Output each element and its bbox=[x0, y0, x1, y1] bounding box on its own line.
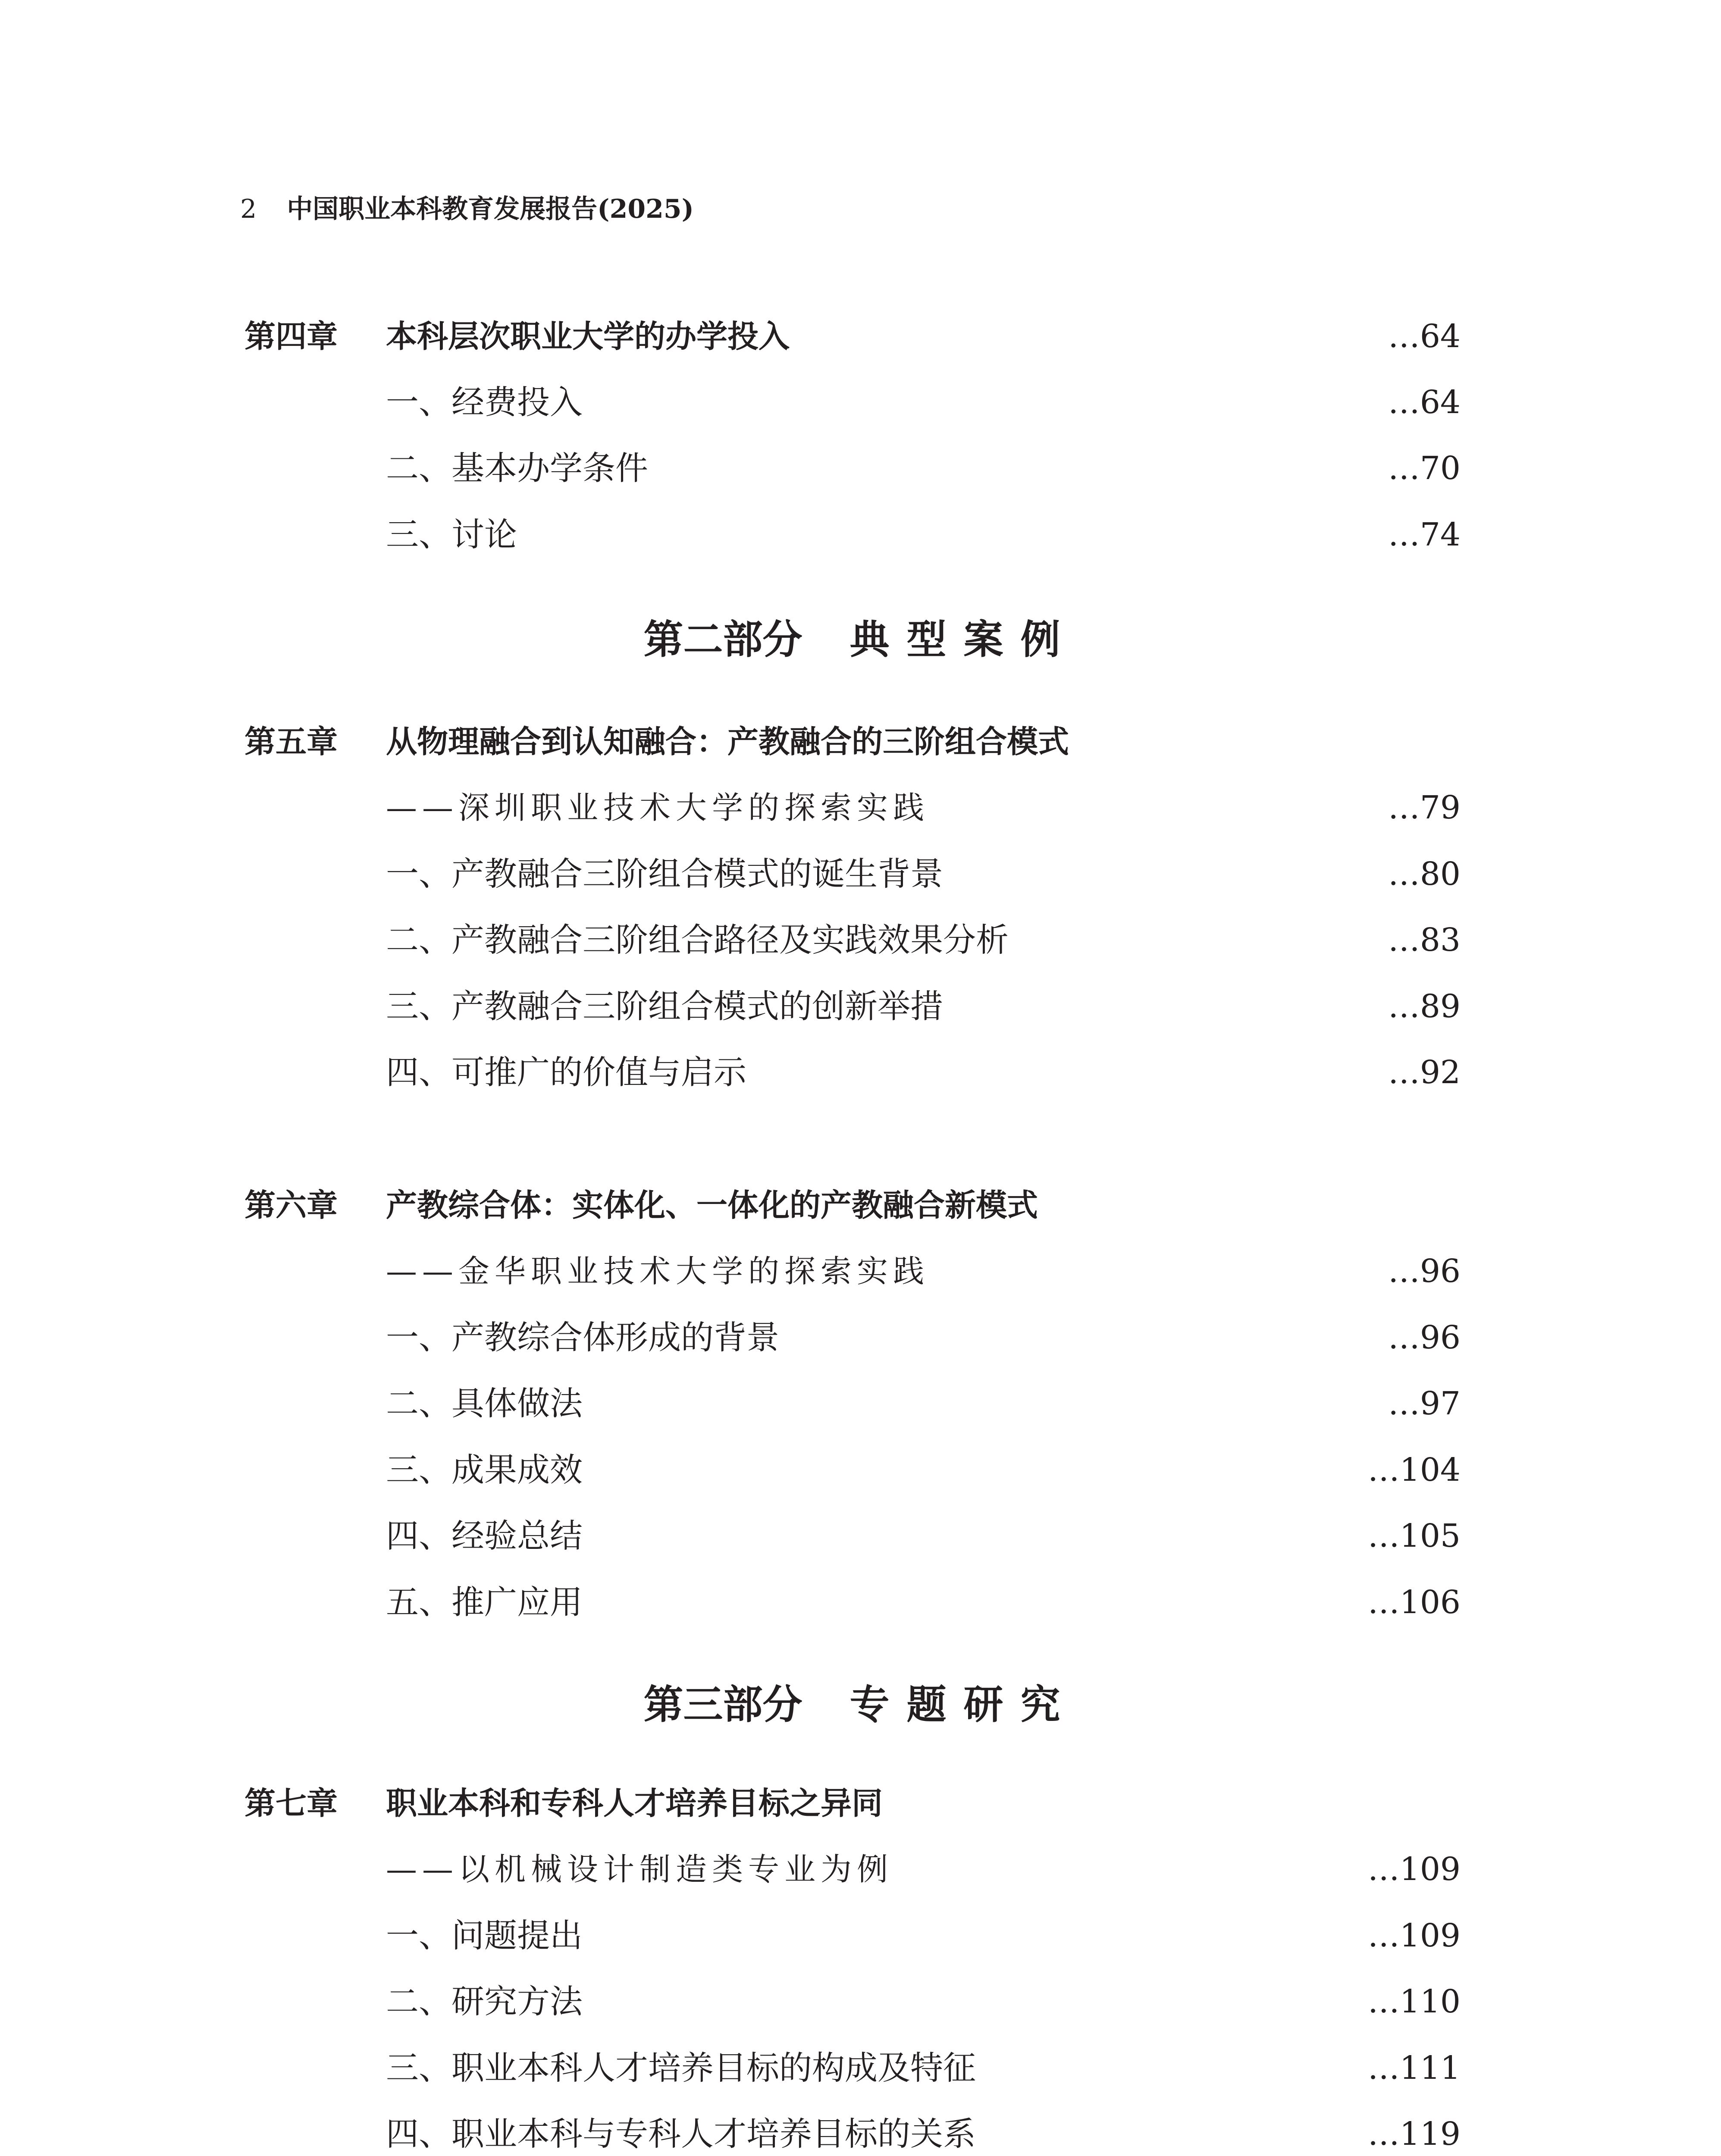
chapter-title: 职业本科和专科人才培养目标之异同 bbox=[386, 1785, 883, 1821]
toc-section[interactable] bbox=[0, 852, 1721, 896]
page-number: …92 bbox=[1388, 1054, 1461, 1091]
page-number: …83 bbox=[1388, 921, 1461, 959]
header-book-title: 中国职业本科教育发展报告(2025) bbox=[287, 194, 694, 224]
chapter-label: 第五章 bbox=[245, 724, 338, 760]
section-title: 二、基本办学条件 bbox=[386, 449, 648, 487]
page-number: …111 bbox=[1367, 2049, 1461, 2087]
section-title: 一、问题提出 bbox=[386, 1916, 583, 1955]
section-title: 三、讨论 bbox=[386, 515, 517, 554]
page-number: …96 bbox=[1388, 1319, 1461, 1356]
section-title: 二、具体做法 bbox=[386, 1384, 583, 1423]
toc-chapter-4[interactable] bbox=[0, 315, 1721, 358]
section-title: 四、可推广的价值与启示 bbox=[386, 1053, 746, 1091]
page-number: …89 bbox=[1388, 988, 1461, 1025]
chapter-label: 第六章 bbox=[245, 1187, 338, 1223]
toc-section[interactable] bbox=[0, 513, 1721, 556]
toc-section[interactable] bbox=[0, 381, 1721, 424]
page-number: …70 bbox=[1388, 450, 1461, 487]
page-number: …104 bbox=[1367, 1451, 1461, 1489]
toc-section[interactable] bbox=[0, 2112, 1721, 2156]
page-number: …106 bbox=[1367, 1584, 1461, 1621]
part-heading-3 bbox=[0, 1677, 1721, 1733]
part-label: 第三部分 bbox=[643, 1681, 803, 1728]
page-number: …79 bbox=[1388, 789, 1461, 826]
part-name: 典型案例 bbox=[850, 616, 1078, 663]
section-title: 四、职业本科与专科人才培养目标的关系 bbox=[386, 2115, 976, 2153]
chapter-title: 从物理融合到认知融合：产教融合的三阶组合模式 bbox=[386, 724, 1069, 760]
toc-section[interactable] bbox=[0, 1914, 1721, 1957]
header-page-number: 2 bbox=[240, 194, 257, 224]
section-title: 二、研究方法 bbox=[386, 1982, 583, 2021]
toc-section[interactable] bbox=[0, 1448, 1721, 1492]
page-number: …119 bbox=[1367, 2115, 1461, 2153]
page-number: …97 bbox=[1388, 1385, 1461, 1422]
toc-section[interactable] bbox=[0, 1316, 1721, 1359]
part-label: 第二部分 bbox=[643, 616, 803, 663]
toc-section[interactable] bbox=[0, 985, 1721, 1028]
chapter-subtitle: ——以机械设计制造类专业为例 bbox=[386, 1851, 893, 1887]
section-title: 三、职业本科人才培养目标的构成及特征 bbox=[386, 2049, 976, 2087]
section-title: 一、产教综合体形成的背景 bbox=[386, 1318, 779, 1357]
toc-chapter-subtitle[interactable] bbox=[0, 1848, 1721, 1891]
page-number: …110 bbox=[1367, 1983, 1461, 2020]
toc-chapter-6[interactable] bbox=[0, 1184, 1721, 1227]
page-number: …105 bbox=[1367, 1517, 1461, 1554]
toc-chapter-subtitle[interactable] bbox=[0, 1250, 1721, 1293]
chapter-label: 第七章 bbox=[245, 1785, 338, 1821]
toc-section[interactable] bbox=[0, 447, 1721, 490]
toc-section[interactable] bbox=[0, 1514, 1721, 1557]
chapter-subtitle: ——深圳职业技术大学的探索实践 bbox=[386, 790, 930, 826]
page-number: …109 bbox=[1367, 1851, 1461, 1888]
running-header bbox=[240, 192, 694, 226]
page-number: …96 bbox=[1388, 1253, 1461, 1290]
page-number: …109 bbox=[1367, 1917, 1461, 1954]
page-number: …64 bbox=[1388, 384, 1461, 421]
section-title: 四、经验总结 bbox=[386, 1517, 583, 1555]
page-number: …80 bbox=[1388, 856, 1461, 893]
page-number: …64 bbox=[1388, 318, 1461, 355]
chapter-title: 产教综合体：实体化、一体化的产教融合新模式 bbox=[386, 1187, 1038, 1223]
part-name: 专题研究 bbox=[850, 1681, 1078, 1728]
toc-section[interactable] bbox=[0, 1581, 1721, 1624]
chapter-subtitle: ——金华职业技术大学的探索实践 bbox=[386, 1253, 930, 1289]
section-title: 三、成果成效 bbox=[386, 1451, 583, 1489]
toc-chapter-7[interactable] bbox=[0, 1782, 1721, 1825]
toc-section[interactable] bbox=[0, 1051, 1721, 1094]
section-title: 一、产教融合三阶组合模式的诞生背景 bbox=[386, 855, 943, 893]
toc-section[interactable] bbox=[0, 1382, 1721, 1425]
toc-chapter-5[interactable] bbox=[0, 720, 1721, 763]
toc-section[interactable] bbox=[0, 1980, 1721, 2023]
section-title: 五、推广应用 bbox=[386, 1583, 583, 1621]
toc-section[interactable] bbox=[0, 2046, 1721, 2090]
section-title: 一、经费投入 bbox=[386, 383, 583, 421]
chapter-label: 第四章 bbox=[245, 318, 338, 354]
page-number: …74 bbox=[1388, 516, 1461, 553]
section-title: 二、产教融合三阶组合路径及实践效果分析 bbox=[386, 921, 1009, 959]
toc-chapter-subtitle[interactable] bbox=[0, 786, 1721, 829]
section-title: 三、产教融合三阶组合模式的创新举措 bbox=[386, 987, 943, 1025]
part-heading-2 bbox=[0, 611, 1721, 667]
chapter-title: 本科层次职业大学的办学投入 bbox=[386, 318, 790, 354]
toc-section[interactable] bbox=[0, 918, 1721, 962]
